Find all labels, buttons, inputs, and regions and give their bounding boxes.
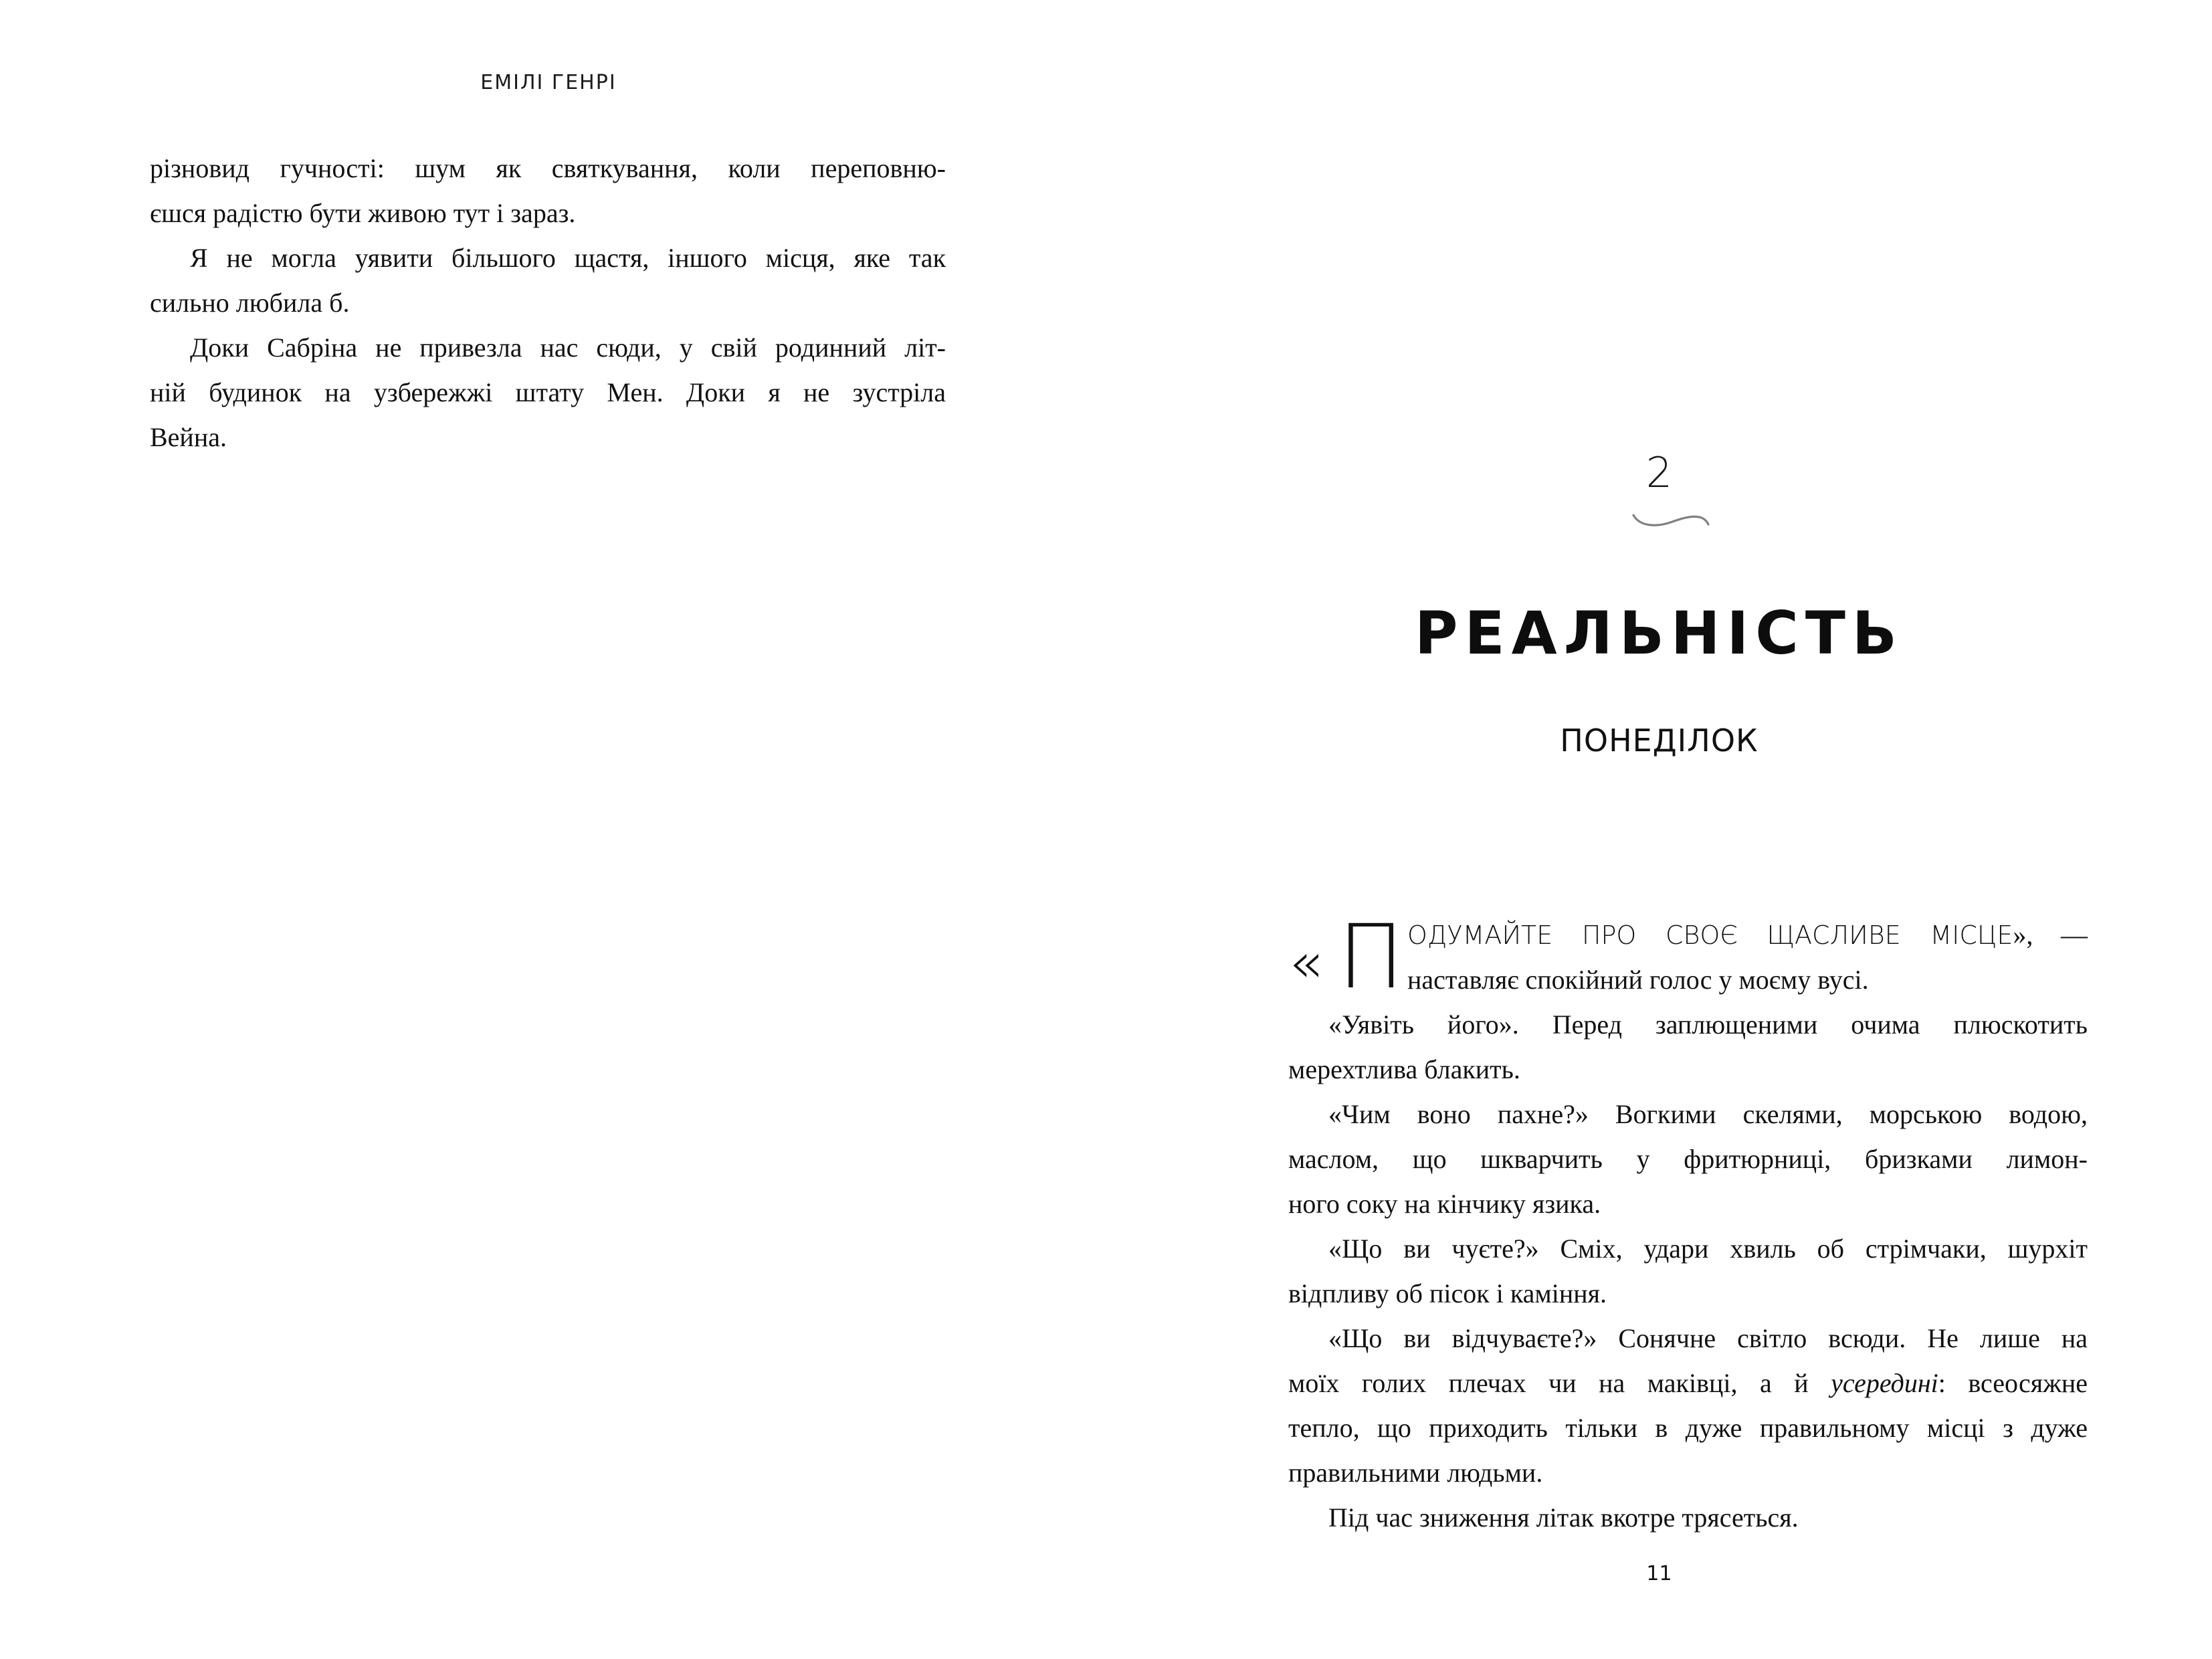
text-line: Під час зниження літак вкотре трясеться. bbox=[1328, 1502, 1799, 1533]
text-line: сильно любила б. bbox=[150, 288, 350, 318]
opening-line-tail: », — bbox=[2013, 920, 2088, 950]
right-body-text bbox=[1288, 906, 2088, 1540]
opening-small-caps: ОДУМАЙТЕ ПРО СВОЄ ЩАСЛИВЕ МІСЦЕ bbox=[1407, 920, 2013, 950]
text-line: Вейна. bbox=[150, 422, 227, 452]
italic-word: усередині bbox=[1831, 1368, 1938, 1398]
text-line: відпливу об пісок і каміння. bbox=[1288, 1278, 1607, 1308]
text-line: «Уявіть його». Перед заплющеними очима плюскотить bbox=[1328, 1009, 2088, 1040]
chapter-number: 2 bbox=[1645, 448, 1673, 497]
opening-guillemet: « bbox=[1288, 930, 1323, 995]
text-line: «Що ви відчуваєте?» Сонячне світло всюди. Не лише на bbox=[1328, 1323, 2088, 1353]
text-line: «Що ви чуєте?» Сміх, удари хвиль об стрімчаки, шурхіт bbox=[1328, 1234, 2088, 1264]
text-segment: : всеосяжне bbox=[1938, 1368, 2088, 1398]
text-line: ного соку на кінчику язика. bbox=[1288, 1189, 1601, 1219]
text-line: Доки Сабріна не привезла нас сюди, у свій родинний літ- bbox=[190, 332, 946, 363]
text-line: Я не могла уявити більшого щастя, іншого місця, яке так bbox=[190, 243, 946, 273]
text-line: тепло, що приходить тільки в дуже правильному місці з дуже bbox=[1288, 1413, 2088, 1443]
swash-ornament-icon bbox=[1631, 510, 1711, 534]
text-line: «Чим воно пахне?» Вогкими скелями, морською водою, bbox=[1328, 1099, 2088, 1129]
chapter-title: РЕАЛЬНІСТЬ bbox=[1415, 599, 1904, 668]
chapter-subtitle: ПОНЕДІЛОК bbox=[1560, 722, 1758, 759]
left-body-text bbox=[150, 146, 946, 460]
opening-paragraph bbox=[1288, 906, 2088, 1009]
text-line: різновид гучності: шум як святкування, коли переповню- bbox=[150, 153, 946, 183]
opening-line-2: наставляє спокійний голос у моєму вусі. bbox=[1407, 965, 1869, 995]
right-page bbox=[1106, 0, 2212, 1659]
opening-line-1 bbox=[1407, 912, 2088, 957]
text-line: єшся радістю бути живою тут і зараз. bbox=[150, 198, 576, 228]
text-line: ній будинок на узбережжі штату Мен. Доки я не зустріла bbox=[150, 377, 946, 407]
text-line: мерехтлива блакить. bbox=[1288, 1054, 1520, 1084]
page-number: 11 bbox=[1646, 1562, 1672, 1585]
text-line-with-italic bbox=[1288, 1361, 2088, 1405]
text-line: маслом, що шкварчить у фритюрниці, бризками лимон- bbox=[1288, 1144, 2088, 1174]
running-head-author: ЕМІЛІ ГЕНРІ bbox=[480, 71, 617, 94]
text-segment: моїх голих плечах чи на маківці, а й bbox=[1288, 1368, 1831, 1398]
drop-cap: П bbox=[1338, 906, 1405, 1009]
text-line: правильними людьми. bbox=[1288, 1458, 1543, 1488]
